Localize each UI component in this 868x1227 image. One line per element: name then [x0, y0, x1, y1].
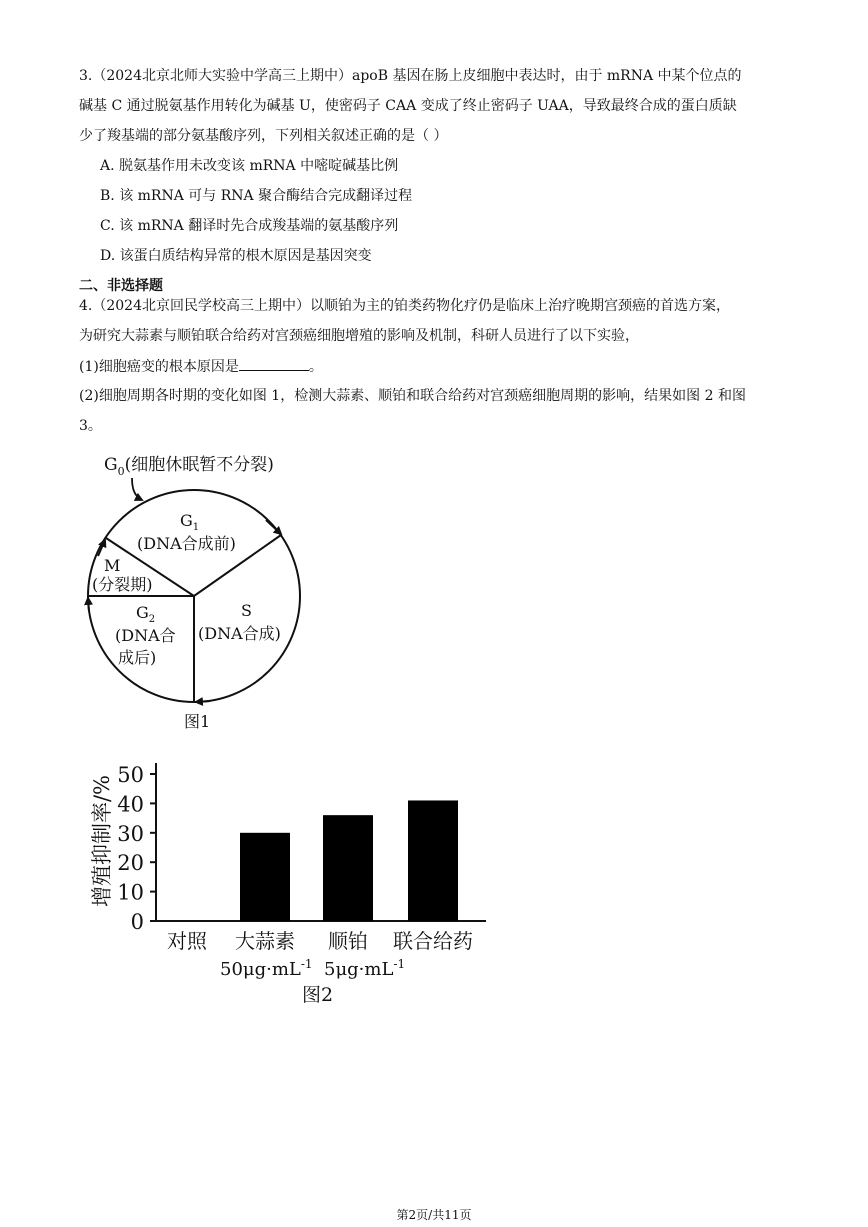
- fig2-caption: 图2: [302, 984, 334, 1006]
- q4-line-1: 4.（2024北京回民学校高三上期中）以顺铂为主的铂类药物化疗仍是临床上治疗晚期宫颈癌的首选方案，: [79, 298, 730, 314]
- arrow-g1-to-s: [266, 520, 281, 534]
- g0-label: $G_0$(细胞休眠暂不分裂): [104, 455, 274, 478]
- answer-blank[interactable]: [239, 356, 309, 371]
- g2-desc-1: (DNA合: [115, 626, 176, 645]
- page-footer: 第2页/共11页: [396, 1208, 472, 1222]
- y-axis-label: 增殖抑制率/%: [90, 774, 114, 908]
- x-tick-label: 联合给药: [393, 929, 473, 953]
- q3-option-a: A. 脱氨基作用未改变该 mRNA 中嘧啶碱基比例: [100, 158, 399, 174]
- g1-label: $G_1$: [180, 511, 200, 533]
- y-tick-label: 40: [117, 792, 144, 817]
- q4-sub1: [79, 356, 323, 377]
- y-tick-label: 0: [130, 910, 144, 934]
- q3-option-d: D. 该蛋白质结构异常的根木原因是基因突变: [100, 248, 372, 264]
- arrow-g0: [132, 478, 142, 500]
- bar: [240, 833, 290, 921]
- sub-label-garlic: $50\mu g\cdot mL^{-1}$: [220, 957, 313, 980]
- q3-line-3: 少了羧基端的部分氨基酸序列，下列相关叙述正确的是（ ）: [79, 128, 448, 144]
- x-tick-label: 大蒜素: [235, 929, 295, 953]
- q4-sub2-line-2: 3。: [79, 418, 102, 434]
- arrow-g2-to-m: [88, 598, 89, 611]
- q3-option-b: B. 该 mRNA 可与 RNA 聚合酶结合完成翻译过程: [100, 188, 413, 204]
- section-title: 二、非选择题: [79, 278, 163, 294]
- y-tick-label: 10: [117, 880, 144, 905]
- y-tick-label: 20: [117, 851, 144, 876]
- m-desc: (分裂期): [92, 575, 153, 594]
- g2-desc-2: 成后): [118, 648, 157, 667]
- q3-line-2: 碱基 C 通过脱氨基作用转化为碱基 U，使密码子 CAA 变成了终止密码子 UAA，导致最终合成的蛋白质缺: [79, 98, 737, 114]
- m-label: M: [104, 556, 121, 575]
- g2-label: $G_2$: [136, 603, 156, 625]
- cell-cycle-diagram: [70, 448, 320, 738]
- bar: [323, 815, 373, 921]
- q3-line-1: 3.（2024北京北师大实验中学高三上期中）apoB 基因在肠上皮细胞中表达时，由于 mRNA 中某个位点的: [79, 68, 742, 84]
- y-tick-label: 50: [117, 763, 144, 787]
- inhibition-bar-chart: [80, 755, 500, 1010]
- q3-option-c: C. 该 mRNA 翻译时先合成羧基端的氨基酸序列: [100, 218, 399, 234]
- sub-label-cisplatin: $5\mu g\cdot mL^{-1}$: [324, 957, 406, 980]
- s-label: S: [241, 601, 252, 620]
- q4-sub1-suffix: 。: [308, 359, 323, 375]
- q4-sub1-prefix: (1)细胞癌变的根本原因是: [79, 359, 239, 375]
- fig1-caption: 图1: [184, 712, 211, 731]
- q4-line-2: 为研究大蒜素与顺铂联合给药对宫颈癌细胞增殖的影响及机制，科研人员进行了以下实验，: [79, 328, 639, 344]
- y-tick-label: 30: [117, 821, 144, 846]
- x-tick-label: 顺铂: [328, 929, 368, 953]
- arrow-s-to-g2: [196, 701, 210, 702]
- x-tick-label: 对照: [167, 929, 207, 953]
- s-desc: (DNA合成): [198, 624, 281, 643]
- g1-desc: (DNA合成前): [137, 534, 236, 553]
- bar: [408, 800, 458, 921]
- q4-sub2-line-1: (2)细胞周期各时期的变化如图 1，检测大蒜素、顺铂和联合给药对宫颈癌细胞周期的影响，结果如图 2 和图: [79, 388, 746, 404]
